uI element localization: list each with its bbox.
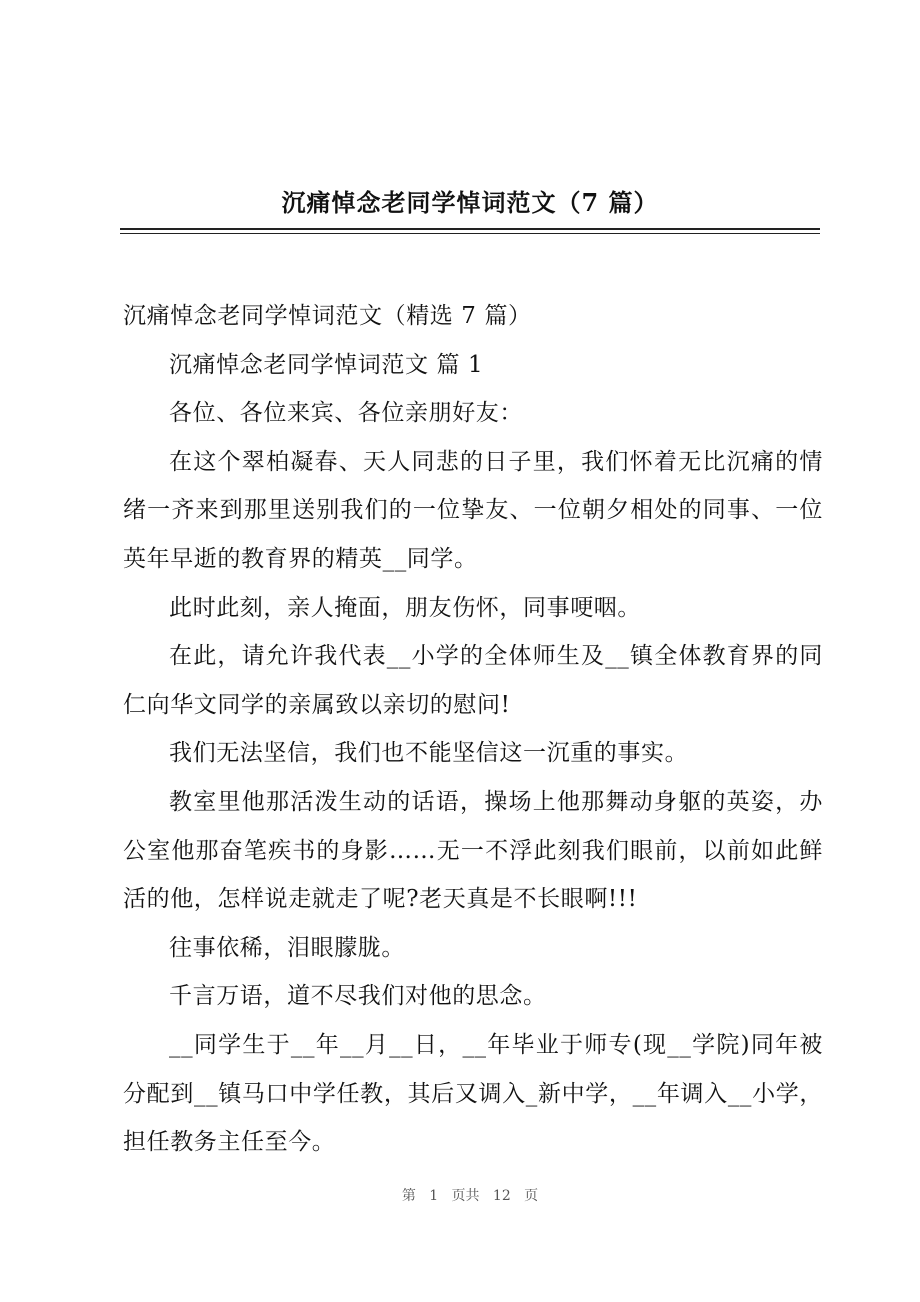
body-paragraph: 往事依稀，泪眼朦胧。 <box>169 934 405 961</box>
body-paragraph: 在此，请允许我代表__小学的全体师生及__镇全体教育界的同仁向华文同学的亲属致以亲切的慰问! <box>123 643 823 718</box>
subtitle-paragraph: 沉痛悼念老同学悼词范文（精选 7 篇） <box>123 303 532 329</box>
page-label-prefix: 第 <box>401 1188 416 1204</box>
page-label-middle: 页共 <box>451 1188 480 1204</box>
page-footer <box>0 1186 920 1206</box>
section-heading: 沉痛悼念老同学悼词范文 篇 1 <box>169 351 484 378</box>
body-paragraph: __同学生于__年__月__日，__年毕业于师专(现__学院)同年被分配到__镇马口中学任教，其后又调入_新中学，__年调入__小学，担任教务主任至今。 <box>123 1031 823 1156</box>
document-title: 沉痛悼念老同学悼词范文（7 篇） <box>281 188 659 217</box>
body-paragraph: 教室里他那活泼生动的话语，操场上他那舞动身躯的英姿，办公室他那奋笔疾书的身影……无一不浮此刻我们眼前，以前如此鲜活的他，怎样说走就走了呢?老天真是不长眼啊!!! <box>123 788 823 913</box>
total-pages-number: 12 <box>492 1188 511 1204</box>
page-label-suffix: 页 <box>524 1188 539 1204</box>
document-body <box>123 292 823 1167</box>
body-paragraph: 此时此刻，亲人掩面，朋友伤怀，同事哽咽。 <box>169 594 641 621</box>
body-paragraph: 在这个翠柏凝春、天人同悲的日子里，我们怀着无比沉痛的情绪一齐来到那里送别我们的一位挚友、一位朝夕相处的同事、一位英年早逝的教育界的精英__同学。 <box>123 448 823 572</box>
title-divider-thick <box>120 228 820 230</box>
body-paragraph: 我们无法坚信，我们也不能坚信这一沉重的事实。 <box>169 740 689 767</box>
greeting-paragraph: 各位、各位来宾、各位亲朋好友： <box>169 400 523 427</box>
title-divider-thin <box>120 233 820 234</box>
current-page-number: 1 <box>429 1188 439 1204</box>
body-paragraph: 千言万语，道不尽我们对他的思念。 <box>169 983 547 1010</box>
